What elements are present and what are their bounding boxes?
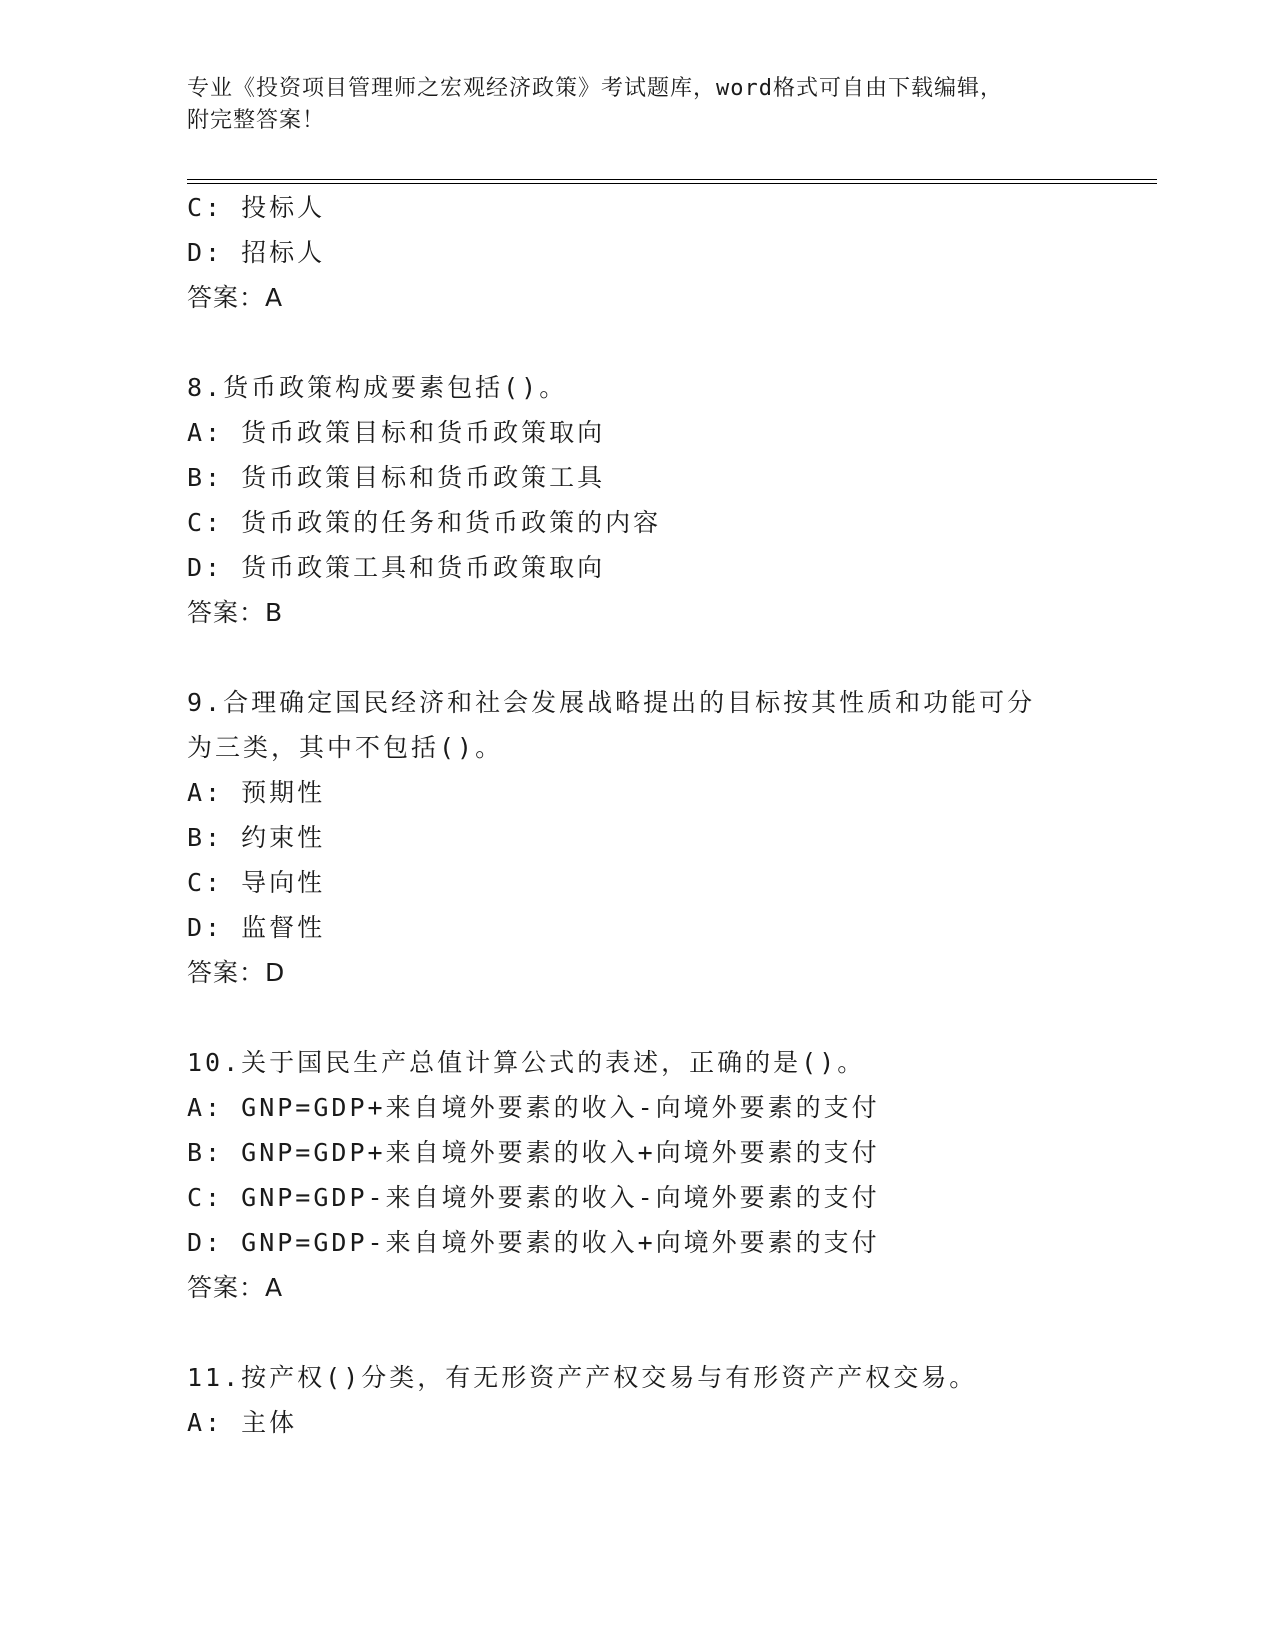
question-8-stem: 8.货币政策构成要素包括()。 xyxy=(187,373,568,402)
question-10-stem: 10.关于国民生产总值计算公式的表述，正确的是()。 xyxy=(187,1048,866,1077)
prev-answer: 答案：A xyxy=(187,283,284,312)
question-8-option-c: C: 货币政策的任务和货币政策的内容 xyxy=(187,508,662,537)
header-line-1: 专业《投资项目管理师之宏观经济政策》考试题库，word格式可自由下载编辑， xyxy=(187,76,1003,101)
question-10-answer: 答案：A xyxy=(187,1273,284,1302)
header-divider-top xyxy=(187,179,1157,180)
document-header xyxy=(187,73,1067,137)
question-9-option-d: D: 监督性 xyxy=(187,913,326,942)
prev-option-d: D: 招标人 xyxy=(187,238,326,267)
question-10-option-b: B: GNP=GDP+来自境外要素的收入+向境外要素的支付 xyxy=(187,1138,880,1167)
question-10-option-c: C: GNP=GDP-来自境外要素的收入-向境外要素的支付 xyxy=(187,1183,880,1212)
question-9-option-b: B: 约束性 xyxy=(187,823,326,852)
question-9-option-c: C: 导向性 xyxy=(187,868,326,897)
prev-option-c: C: 投标人 xyxy=(187,193,326,222)
question-10-option-d: D: GNP=GDP-来自境外要素的收入+向境外要素的支付 xyxy=(187,1228,880,1257)
question-8-option-d: D: 货币政策工具和货币政策取向 xyxy=(187,553,606,582)
question-11-stem: 11.按产权()分类，有无形资产产权交易与有形资产产权交易。 xyxy=(187,1363,978,1392)
header-line-2: 附完整答案！ xyxy=(187,108,326,133)
question-8-answer: 答案：B xyxy=(187,598,284,627)
question-9-stem-line-2: 为三类，其中不包括()。 xyxy=(187,733,504,762)
question-8-option-b: B: 货币政策目标和货币政策工具 xyxy=(187,463,606,492)
question-8-option-a: A: 货币政策目标和货币政策取向 xyxy=(187,418,606,447)
header-divider-bottom xyxy=(187,183,1157,184)
question-9-answer: 答案：D xyxy=(187,958,286,987)
question-9-option-a: A: 预期性 xyxy=(187,778,326,807)
question-10-option-a: A: GNP=GDP+来自境外要素的收入-向境外要素的支付 xyxy=(187,1093,880,1122)
question-11-option-a: A: 主体 xyxy=(187,1408,298,1437)
question-9-stem-line-1: 9.合理确定国民经济和社会发展战略提出的目标按其性质和功能可分 xyxy=(187,688,1036,717)
